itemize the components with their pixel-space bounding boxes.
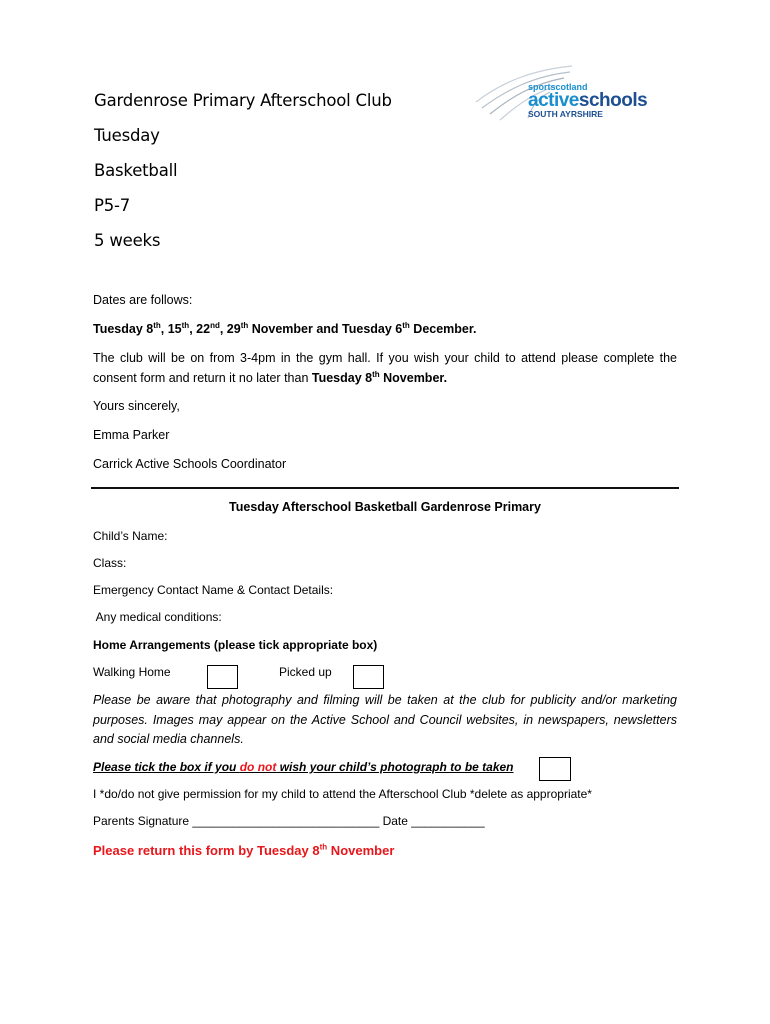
return-deadline: Please return this form by Tuesday 8th November — [93, 842, 395, 858]
picked-up-label: Picked up — [279, 665, 332, 679]
class-label: Class: — [93, 556, 127, 570]
closing: Yours sincerely, — [93, 399, 180, 413]
logo-region: SOUTH AYRSHIRE — [528, 109, 603, 119]
signature-line[interactable]: Parents Signature ____________________________ Date ___________ — [93, 814, 485, 828]
permission-statement: I *do/do not give permission for my child to attend the Afterschool Club *delete as appropriate* — [93, 787, 592, 801]
signatory-name: Emma Parker — [93, 428, 170, 442]
form-title: Tuesday Afterschool Basketball Gardenrose Primary — [229, 500, 541, 514]
walking-home-label: Walking Home — [93, 665, 171, 679]
photo-consent-instruction: Please tick the box if you do not wish your child’s photograph to be taken — [93, 760, 514, 774]
child-name-label: Child’s Name: — [93, 529, 168, 543]
club-activity: Basketball — [94, 161, 178, 180]
dates-list: Tuesday 8th, 15th, 22nd, 29th November and Tuesday 6th December. — [93, 320, 477, 336]
walking-home-checkbox[interactable] — [207, 665, 238, 689]
club-day: Tuesday — [94, 126, 160, 145]
medical-conditions-label: Any medical conditions: — [93, 610, 222, 624]
photo-notice: Please be aware that photography and filming will be taken at the club for publicity and/or marketing purposes. Images may appear on the Active School and Council websites, in newspapers, newsletters and social media channels. — [93, 693, 677, 746]
club-classes: P5-7 — [94, 196, 131, 215]
page-title: Gardenrose Primary Afterschool Club — [94, 91, 392, 110]
club-info: The club will be on from 3-4pm in the gym hall. If you wish your child to attend please complete the consent form and return it no later than Tuesday 8th November. — [93, 351, 677, 385]
logo-top-text: sportscotland — [528, 82, 588, 92]
club-duration: 5 weeks — [94, 231, 161, 250]
active-schools-logo — [472, 62, 694, 124]
home-arrangements-label: Home Arrangements (please tick appropriate box) — [93, 638, 378, 652]
svg-text:activeschools — [528, 90, 647, 111]
picked-up-checkbox[interactable] — [353, 665, 384, 689]
signatory-role: Carrick Active Schools Coordinator — [93, 457, 287, 471]
dates-intro: Dates are follows: — [93, 293, 193, 307]
logo-main-text-1: active — [528, 90, 579, 111]
section-divider — [91, 487, 679, 489]
photo-consent-checkbox[interactable] — [539, 757, 571, 781]
logo-main-text-2: schools — [578, 90, 648, 111]
emergency-contact-label: Emergency Contact Name & Contact Details: — [93, 583, 334, 597]
